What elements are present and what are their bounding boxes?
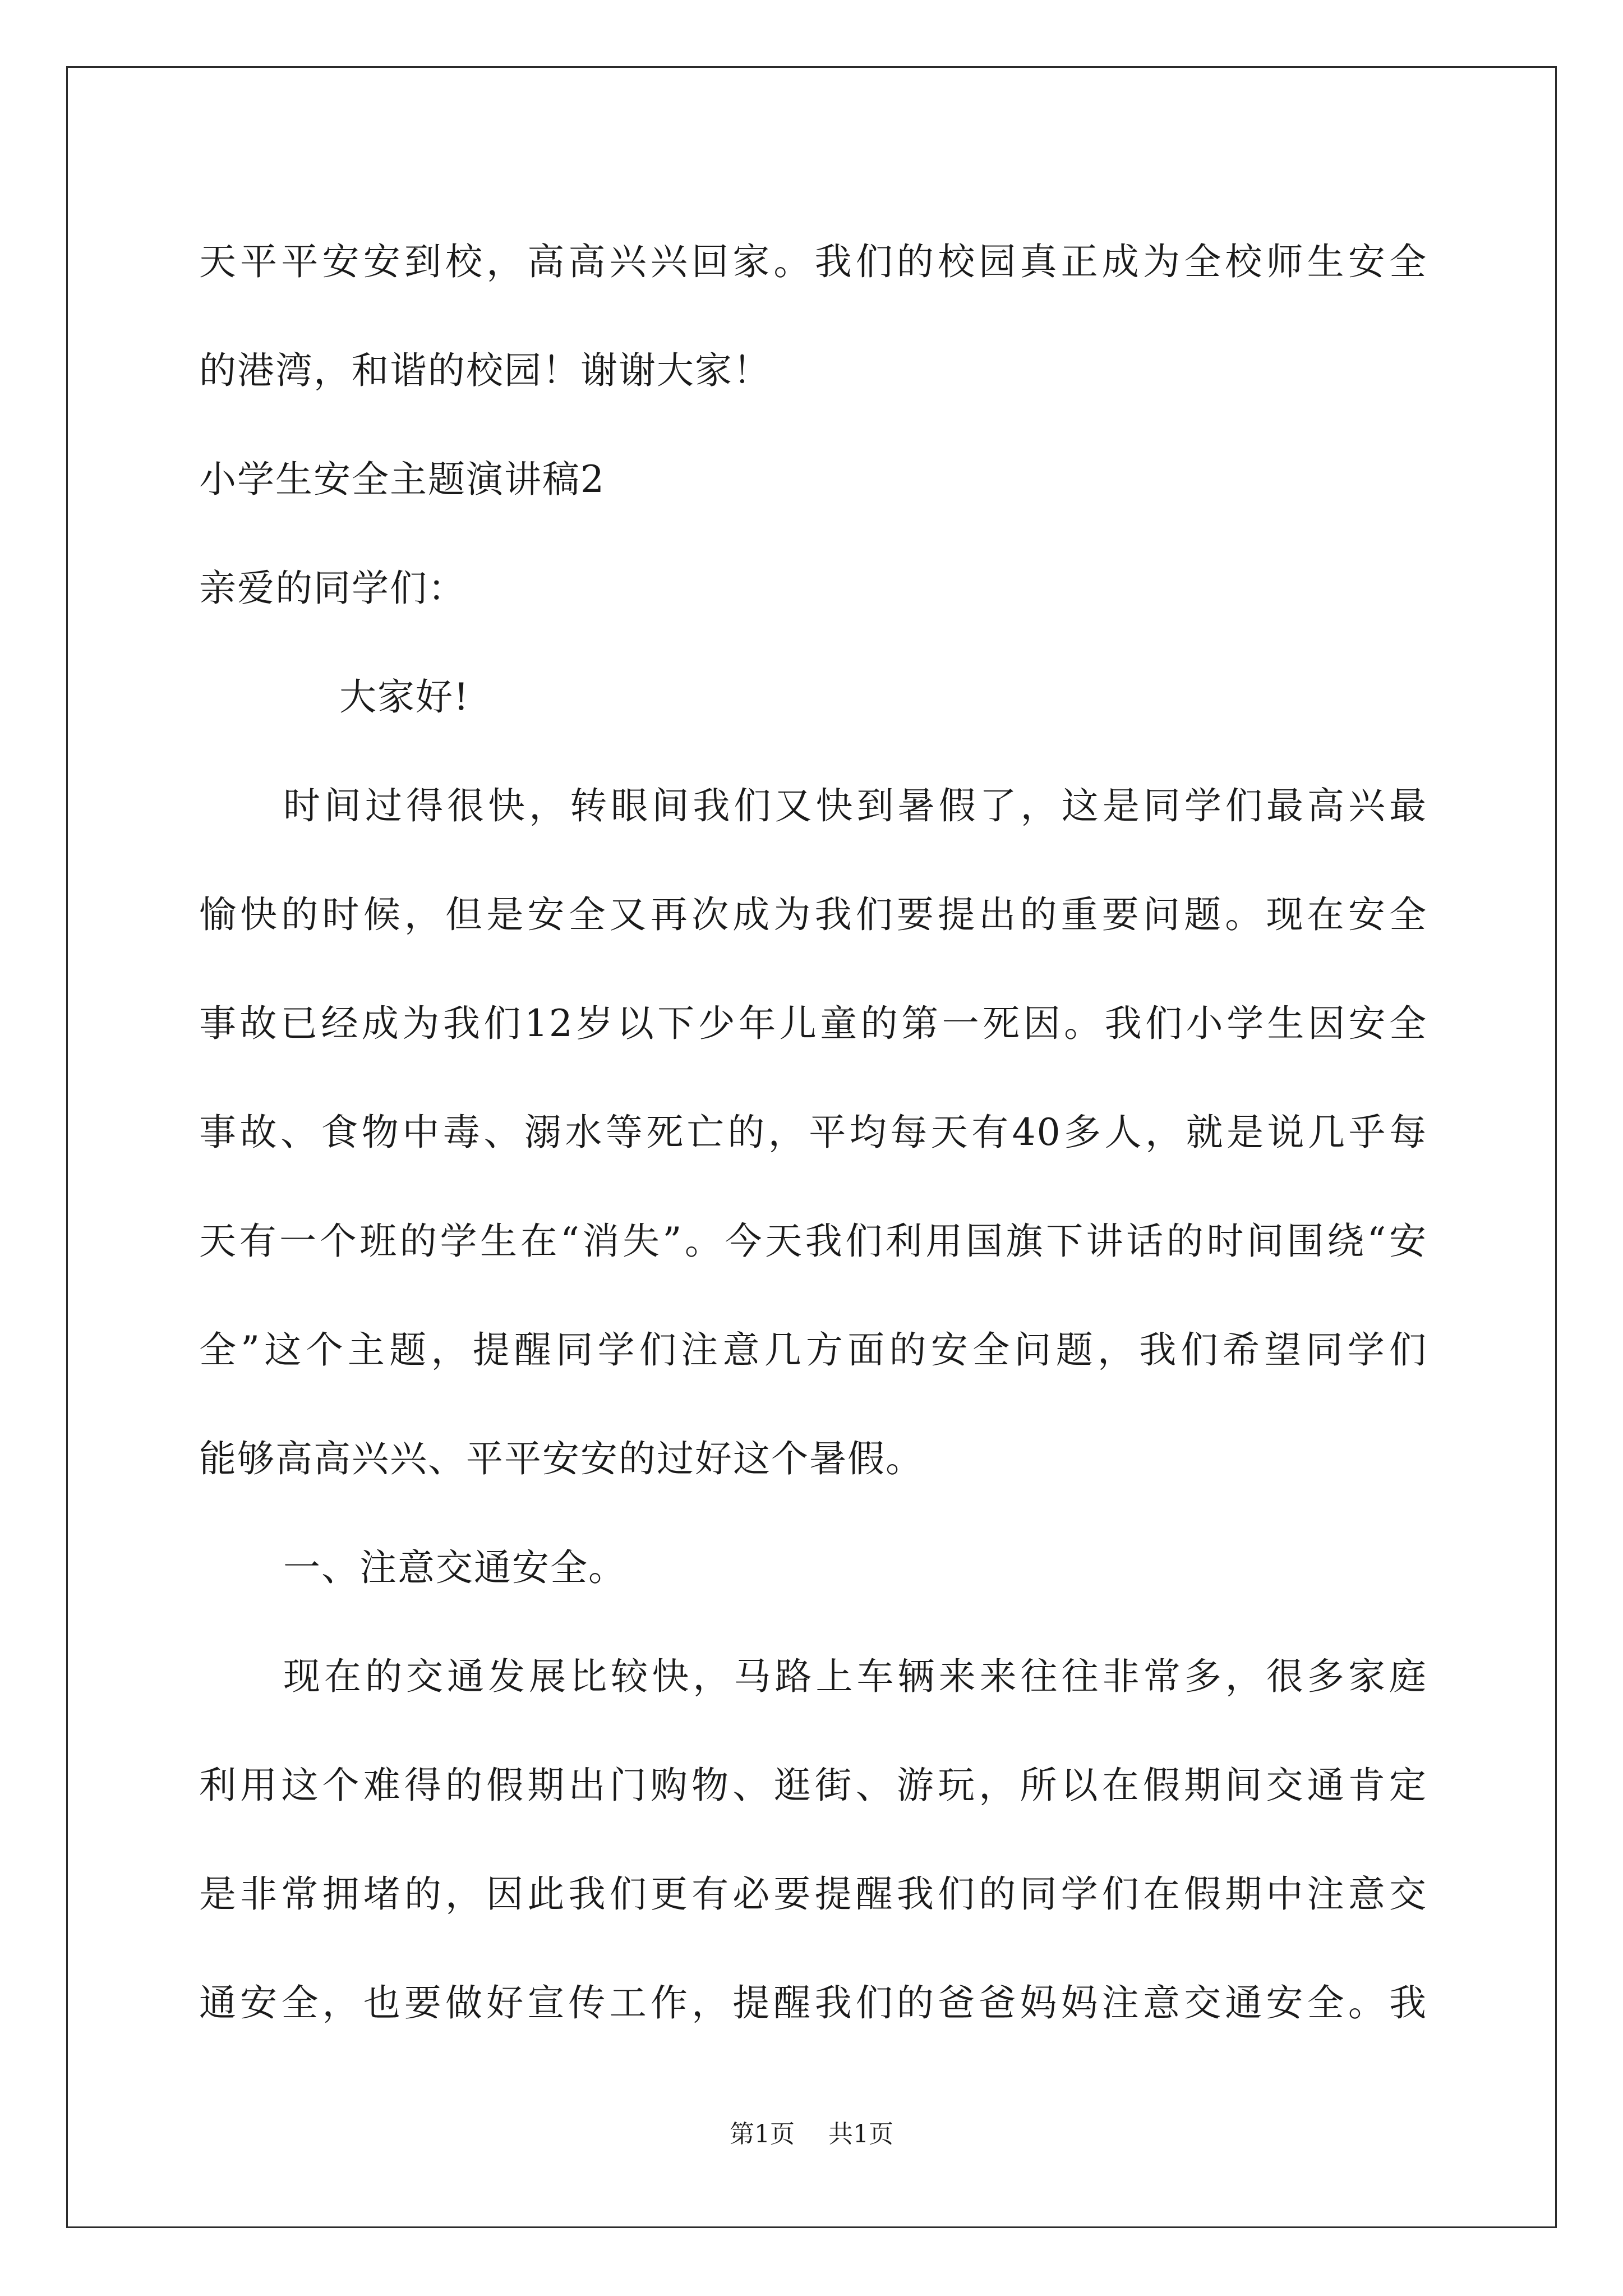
paragraph-line: 利用这个难得的假期出门购物、逛街、游玩，所以在假期间交通肯定 bbox=[199, 1764, 1427, 1807]
paragraph-line: 时间过得很快，转眼间我们又快到暑假了，这是同学们最高兴最 bbox=[283, 784, 1427, 827]
paragraph-line: 全”这个主题，提醒同学们注意几方面的安全问题，我们希望同学们 bbox=[199, 1328, 1427, 1372]
paragraph-line: 天平平安安到校，高高兴兴回家。我们的校园真正成为全校师生安全 bbox=[199, 240, 1427, 283]
paragraph-line: 天有一个班的学生在“消失”。今天我们利用国旗下讲话的时间围绕“安 bbox=[199, 1220, 1427, 1263]
paragraph-line: 是非常拥堵的，因此我们更有必要提醒我们的同学们在假期中注意交 bbox=[199, 1872, 1427, 1916]
paragraph-line: 能够高高兴兴、平平安安的过好这个暑假。 bbox=[199, 1437, 924, 1480]
page-footer bbox=[0, 2114, 1623, 2150]
paragraph-line: 通安全，也要做好宣传工作，提醒我们的爸爸妈妈注意交通安全。我 bbox=[199, 1981, 1427, 2024]
paragraph-line: 现在的交通发展比较快，马路上车辆来来往往非常多，很多家庭 bbox=[283, 1655, 1427, 1698]
section-title: 小学生安全主题演讲稿2 bbox=[199, 458, 605, 501]
paragraph-line: 愉快的时候，但是安全又再次成为我们要提出的重要问题。现在安全 bbox=[199, 893, 1427, 936]
salutation: 亲爱的同学们： bbox=[199, 567, 466, 610]
document-body bbox=[199, 208, 1427, 2058]
page-total: 共1页 bbox=[828, 2120, 893, 2148]
paragraph-line: 的港湾，和谐的校园！谢谢大家！ bbox=[199, 349, 771, 392]
subsection-heading: 一、注意交通安全。 bbox=[283, 1546, 626, 1589]
paragraph-line: 事故已经成为我们12岁以下少年儿童的第一死因。我们小学生因安全 bbox=[199, 1002, 1427, 1045]
page-number: 第1页 bbox=[730, 2120, 795, 2148]
greeting: 大家好! bbox=[339, 675, 470, 719]
paragraph-line: 事故、食物中毒、溺水等死亡的，平均每天有40多人，就是说几乎每 bbox=[199, 1111, 1427, 1154]
